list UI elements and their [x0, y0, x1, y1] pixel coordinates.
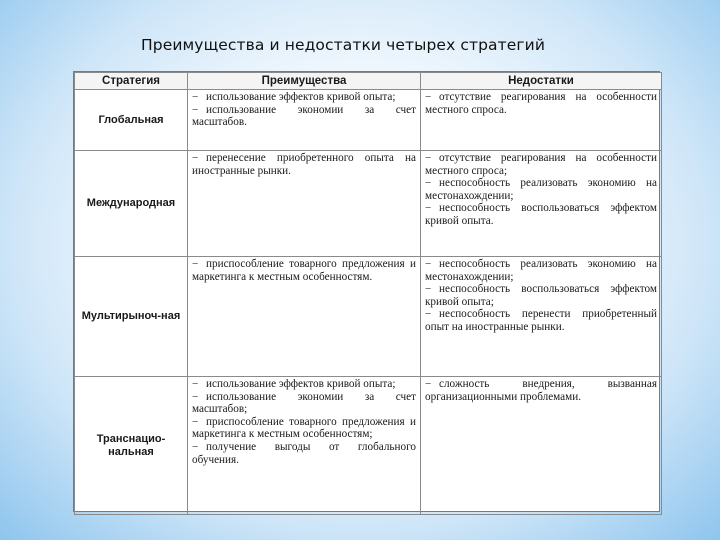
advantages-cell: [188, 257, 421, 377]
disadvantage-item: − неспособность воспользоваться эффектом кривой опыта.: [425, 202, 657, 227]
disadvantage-item: − неспособность перенести приобретенный опыт на иностранные рынки.: [425, 308, 657, 333]
advantage-item: − приспособление товарного предложения и маркетинга к местным особенностям;: [192, 415, 416, 441]
advantage-item: − использование эффектов кривой опыта;: [192, 378, 396, 390]
disadvantages-cell: [421, 90, 662, 151]
disadvantages-cell: [421, 257, 662, 377]
advantage-item: − использование экономии за счет масштабов;: [192, 390, 416, 416]
comparison-table: [74, 72, 662, 515]
strategy-comparison-table: [73, 71, 660, 512]
table-row: [75, 257, 662, 377]
advantage-item: − использование экономии за счет масштабов.: [192, 103, 416, 129]
advantage-item: − приспособление товарного предложения и маркетинга к местным особенностям.: [192, 258, 416, 283]
strategy-name: Глобальная: [75, 90, 188, 151]
disadvantages-cell: [421, 377, 662, 515]
disadvantage-item: − сложность внедрения, вызванная организационными проблемами.: [425, 378, 657, 403]
advantage-item: − получение выгоды от глобального обучения.: [192, 440, 416, 466]
disadvantages-cell: [421, 151, 662, 257]
disadvantage-item: − неспособность реализовать экономию на местонахождении;: [425, 258, 657, 283]
advantage-item: − использование эффектов кривой опыта;: [192, 91, 396, 103]
header-advantages: Преимущества: [188, 73, 421, 90]
strategy-name: Международная: [75, 151, 188, 257]
disadvantage-item: − неспособность реализовать экономию на местонахождении;: [425, 177, 657, 202]
header-strategy: Стратегия: [75, 73, 188, 90]
slide-title: Преимущества и недостатки четырех стратегий: [141, 36, 546, 54]
disadvantage-item: − отсутствие реагирования на особенности местного спроса;: [425, 152, 657, 177]
table-row: [75, 90, 662, 151]
strategy-name: Транснацио-нальная: [75, 377, 188, 515]
disadvantage-item: − неспособность воспользоваться эффектом кривой опыта;: [425, 283, 657, 308]
table-row: [75, 377, 662, 515]
header-disadvantages: Недостатки: [421, 73, 662, 90]
advantages-cell: [188, 377, 421, 515]
strategy-name: Мультирыноч-ная: [75, 257, 188, 377]
advantages-cell: [188, 151, 421, 257]
advantages-cell: [188, 90, 421, 151]
disadvantage-item: − отсутствие реагирования на особенности местного спроса.: [425, 91, 657, 116]
table-row: [75, 151, 662, 257]
advantage-item: − перенесение приобретенного опыта на иностранные рынки.: [192, 152, 416, 177]
table-header-row: [75, 73, 662, 90]
